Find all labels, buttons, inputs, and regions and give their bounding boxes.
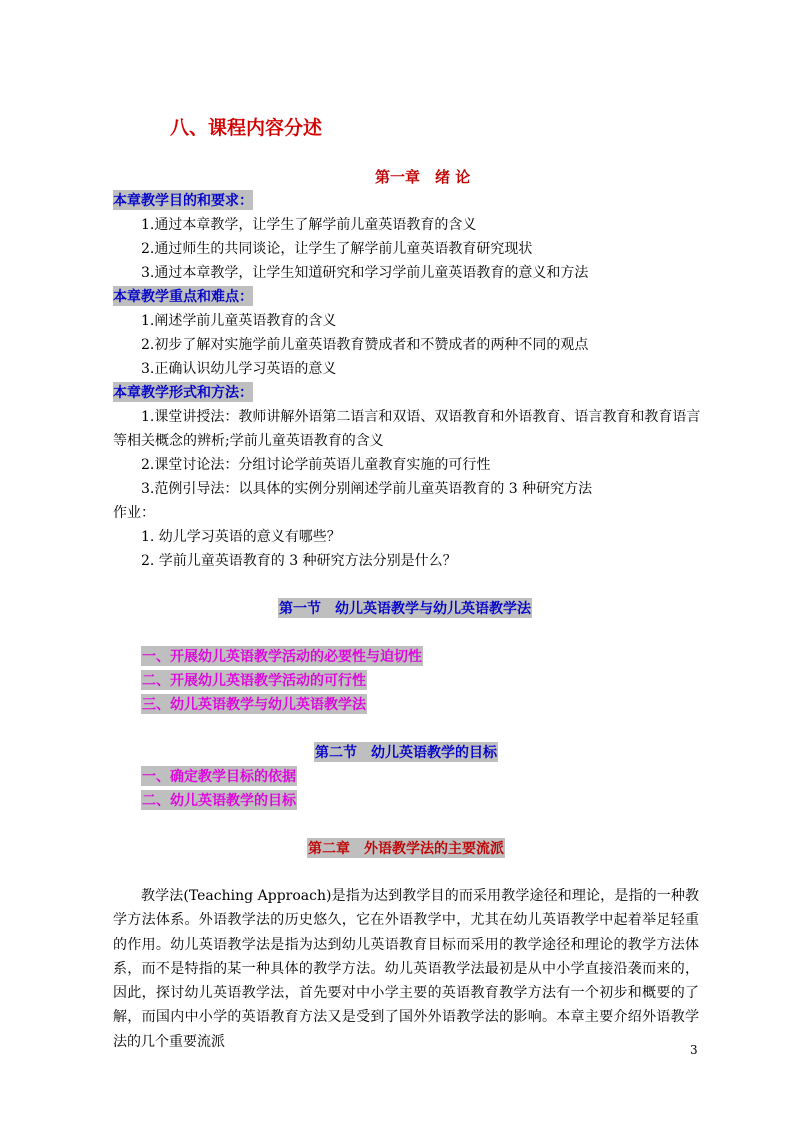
section1-title: 第一节 幼儿英语教学与幼儿英语教学法	[278, 598, 532, 618]
homework-item: 1. 幼儿学习英语的意义有哪些？	[141, 529, 341, 545]
method-item-continued: 等相关概念的辨析;学前儿童英语教育的含义	[113, 433, 384, 449]
page-number: 3	[690, 1043, 698, 1057]
keypoint-item: 1.阐述学前儿童英语教育的含义	[141, 313, 337, 329]
section-heading: 八、课程内容分述	[170, 117, 323, 139]
chapter1-title: 第一章 绪 论	[375, 168, 471, 186]
chapter2-paragraph: 教学法(Teaching Approach)是指为达到教学目的而采用教学途径和理论，是指的一种教学方法体系。外语教学法的历史悠久，它在外语教学中，尤其在幼儿英语教学中起着举足轻重的作用。幼儿英语教学法是指为达到幼儿英语教育目标而采用的教学途径和理论的教学方法体系，而不是特指的某一种具体的教学方法。幼儿英语教学法最初是从中小学直接沿袭而来的，因此，探讨幼儿英语教学法，首先要对中小学主要的英语教育教学方法有一个初步和概要的了解，而国内中小学的英语教育方法又是受到了国外外语教学法的影响。本章主要介绍外语教学法的几个重要流派	[113, 888, 699, 1050]
section1-item: 一、开展幼儿英语教学活动的必要性与迫切性	[141, 646, 423, 666]
keypoint-item: 3.正确认识幼儿学习英语的意义	[141, 361, 337, 377]
objectives-label: 本章教学目的和要求：	[113, 190, 253, 210]
method-item: 1.课堂讲授法：教师讲解外语第二语言和双语、双语教育和外语教育、语言教育和教育语言	[141, 409, 701, 425]
section2-item: 二、幼儿英语教学的目标	[141, 790, 297, 810]
homework-item: 2. 学前儿童英语教育的 3 种研究方法分别是什么？	[141, 553, 457, 569]
method-item: 3.范例引导法：以具体的实例分别阐述学前儿童英语教育的 3 种研究方法	[141, 481, 593, 497]
chapter2-title: 第二章 外语教学法的主要流派	[307, 838, 505, 858]
methods-label: 本章教学形式和方法：	[113, 382, 253, 402]
section1-item: 二、开展幼儿英语教学活动的可行性	[141, 670, 367, 690]
section2-title: 第二节 幼儿英语教学的目标	[314, 742, 498, 762]
homework-label: 作业：	[113, 505, 155, 521]
method-item: 2.课堂讨论法：分组讨论学前英语儿童教育实施的可行性	[141, 457, 491, 473]
section2-item: 一、确定教学目标的依据	[141, 766, 297, 786]
keypoint-item: 2.初步了解对实施学前儿童英语教育赞成者和不赞成者的两种不同的观点	[141, 337, 589, 353]
section1-item: 三、幼儿英语教学与幼儿英语教学法	[141, 694, 367, 714]
keypoints-label: 本章教学重点和难点：	[113, 286, 253, 306]
objective-item: 2.通过师生的共同谈论，让学生了解学前儿童英语教育研究现状	[141, 241, 533, 257]
objective-item: 3.通过本章教学，让学生知道研究和学习学前儿童英语教育的意义和方法	[141, 265, 589, 281]
objective-item: 1.通过本章教学，让学生了解学前儿童英语教育的含义	[141, 217, 477, 233]
